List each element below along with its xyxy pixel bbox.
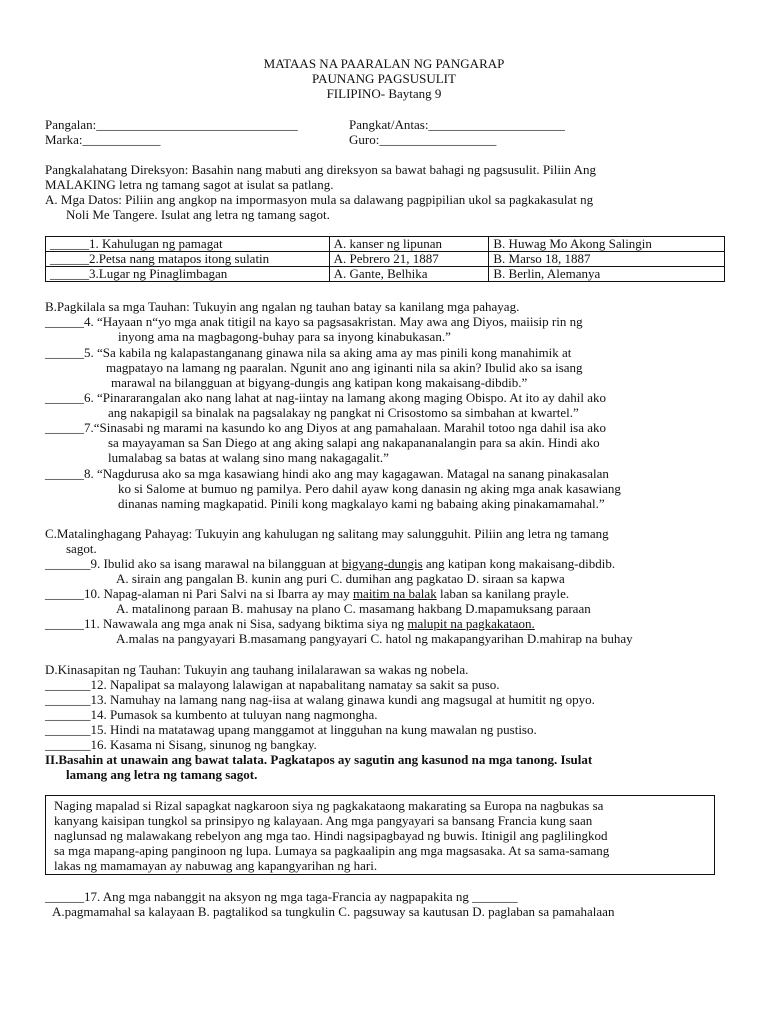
question-line: ______4. “Hayaan n“yo mga anak titigil na kayo sa pagsasakristan. May awa ang Diyos, maiisip rin ng: [45, 314, 583, 329]
question-choices: A.pagmamahal sa kalayaan B. pagtalikod sa tungkulin C. pagsuway sa kautusan D. paglaban sa pamahalaan: [52, 904, 615, 919]
question-line: inyong ama na magbagong-buhay para sa inyong kinabukasan.”: [118, 329, 451, 344]
table-cell: B. Huwag Mo Akong Salingin: [489, 237, 725, 252]
passage-line: naglunsad ng malawakang rebelyon ang mga tao. Hindi nagsipagbayad ng buwis. Itinigil ang paglilingkod: [54, 828, 608, 843]
question-line: _______12. Napalipat sa malayong lalawigan at napabalitang namatay sa sakit sa puso.: [45, 677, 500, 692]
question-line: _______16. Kasama ni Sisang, sinunog ng bangkay.: [45, 737, 317, 752]
part-a-instructions: A. Mga Datos: Piliin ang angkop na impormasyon mula sa dalawang pagpipilian ukol sa pagkakasulat ng: [45, 192, 594, 207]
question-line: magpatayo na lamang ng paaralan. Ngunit ano ang iginanti nila sa akin? Ibulid ako sa isang: [106, 360, 583, 375]
question-line: _______15. Hindi na matatawag upang manggamot at lingguhan na kung mawalan ng pustiso.: [45, 722, 537, 737]
question-line: _______14. Pumasok sa kumbento at tuluyan nang nagmongha.: [45, 707, 378, 722]
table-row: [46, 237, 725, 252]
question-choices: A. sirain ang pangalan B. kunin ang puri C. dumihan ang pagkatao D. siraan sa kapwa: [116, 571, 565, 586]
underlined-phrase: bigyang-dungis: [341, 556, 423, 571]
question-line: lumalabag sa batas at walang sino mang nakagagalit.”: [108, 450, 389, 465]
teacher-field[interactable]: Guro:__________________: [349, 132, 497, 147]
question-line: ______7.“Sinasabi ng marami na kasundo ko ang Diyos at ang pamahalaan. Marahil totoo nga dahil isa ako: [45, 420, 607, 435]
grade-field[interactable]: Pangkat/Antas:_____________________: [349, 117, 565, 132]
question-text: _______9. Ibulid ako sa isang marawal na bilangguan at: [45, 556, 342, 571]
question-11: [45, 616, 535, 631]
passage-line: kanyang kaisipan tungkol sa prinsipyo ng kalayaan. Ang mga pangyayari sa bansang Francia kung saan: [54, 813, 593, 828]
subject-title: FILIPINO- Baytang 9: [326, 86, 442, 101]
passage-box: [45, 795, 715, 875]
passage-line: Naging mapalad si Rizal sapagkat nagkaroon siya ng pagkakataong makarating sa Europa na nagbukas sa: [54, 798, 604, 813]
passage-line: sa mga mapang-aping panginoon ng lupa. Lumaya sa pagkaalipin ang mga magsasaka. At sa sama-samang: [54, 843, 610, 858]
question-9: [45, 556, 615, 571]
table-cell: A. kanser ng lipunan: [329, 237, 489, 252]
score-field[interactable]: Marka:____________: [45, 132, 161, 147]
table-cell: A. Pebrero 21, 1887: [329, 252, 489, 267]
underlined-phrase: maitim na balak: [352, 586, 437, 601]
question-line: marawal na bilangguan at bigyang-dungis ang katipan kong makaisang-dibdib.”: [111, 375, 528, 390]
part-c-title: sagot.: [66, 541, 97, 556]
table-cell: ______3.Lugar ng Pinaglimbagan: [46, 267, 330, 282]
question-text: laban sa kanilang prayle.: [436, 586, 570, 601]
name-field[interactable]: Pangalan:_______________________________: [45, 117, 298, 132]
table-cell: A. Gante, Belhika: [329, 267, 489, 282]
question-line: sa mayayaman sa San Diego at ang aking salapi ang nakapananalangin para sa akin. Hindi ako: [108, 435, 600, 450]
table-row: [46, 267, 725, 282]
part-ii-title: lamang ang letra ng tamang sagot.: [66, 767, 258, 782]
question-line: ang nakapigil sa binalak na pagsalakay ng pangkat ni Crisostomo sa simbahan at kwartel.”: [108, 405, 579, 420]
question-text: ang katipan kong makaisang-dibdib.: [422, 556, 616, 571]
question-17: ______17. Ang mga nabanggit na aksyon ng mga taga-Francia ay nagpapakita ng _______: [45, 889, 518, 904]
directions-line: Pangkalahatang Direksyon: Basahin nang mabuti ang direksyon sa bawat bahagi ng pagsusulit. Piliin Ang: [45, 162, 596, 177]
passage-line: lakas ng mamamayan ay nabuwag ang kapangyarihan ng hari.: [54, 858, 378, 873]
part-c-title: C.Matalinghagang Pahayag: Tukuyin ang kahulugan ng salitang may salungguhit. Piliin ang letra ng tamang: [45, 526, 609, 541]
question-choices: A. matalinong paraan B. mahusay na plano C. masamang hakbang D.mapamuksang paraan: [116, 601, 591, 616]
question-line: _______13. Namuhay na lamang nang nag-iisa at walang ginawa kundi ang magsugal at humitit ng opyo.: [45, 692, 595, 707]
part-a-instructions: Noli Me Tangere. Isulat ang letra ng tamang sagot.: [66, 207, 330, 222]
table-cell: ______2.Petsa nang matapos itong sulatin: [46, 252, 330, 267]
directions-line: MALAKING letra ng tamang sagot at isulat sa patlang.: [45, 177, 334, 192]
part-d-title: D.Kinasapitan ng Tauhan: Tukuyin ang tauhang inilalarawan sa wakas ng nobela.: [45, 662, 469, 677]
question-text: ______11. Nawawala ang mga anak ni Sisa, sadyang biktima siya ng: [45, 616, 408, 631]
table-cell: B. Marso 18, 1887: [489, 252, 725, 267]
part-ii-title: II.Basahin at unawain ang bawat talata. Pagkatapos ay sagutin ang kasunod na mga tanong. Isulat: [45, 752, 593, 767]
question-line: ______6. “Pinararangalan ako nang lahat at nag-iintay na lamang akong maging Obispo. At ito ay dahil ako: [45, 390, 607, 405]
question-line: ______5. “Sa kabila ng kalapastanganang ginawa nila sa aking ama ay mas pinili kong manahimik at: [45, 345, 572, 360]
table-row: [46, 252, 725, 267]
table-cell: ______1. Kahulugan ng pamagat: [46, 237, 330, 252]
table-cell: B. Berlin, Alemanya: [489, 267, 725, 282]
exam-title: PAUNANG PAGSUSULIT: [312, 71, 456, 86]
question-10: [45, 586, 569, 601]
question-choices: A.malas na pangyayari B.masamang pangyayari C. hatol ng makapangyarihan D.mahirap na buhay: [116, 631, 633, 646]
school-name: MATAAS NA PAARALAN NG PANGARAP: [263, 56, 505, 71]
part-a-table: [45, 236, 725, 282]
question-text: ______10. Napag-alaman ni Pari Salvi na si Ibarra ay may: [45, 586, 353, 601]
question-line: ko si Salome at bumuo ng pamilya. Pero dahil ayaw kong danasin ng aking mga anak kasawiang: [118, 481, 621, 496]
question-line: ______8. “Nagdurusa ako sa mga kasawiang hindi ako ang may kagagawan. Matagal na sanang pinakasalan: [45, 466, 609, 481]
question-line: dinanas naming magkapatid. Pinili kong magkalayo kami ng babaing aking pinakamamahal.”: [118, 496, 605, 511]
part-b-title: B.Pagkilala sa mga Tauhan: Tukuyin ang ngalan ng tauhan batay sa kanilang mga pahayag.: [45, 299, 520, 314]
underlined-phrase: malupit na pagkakataon.: [407, 616, 535, 631]
